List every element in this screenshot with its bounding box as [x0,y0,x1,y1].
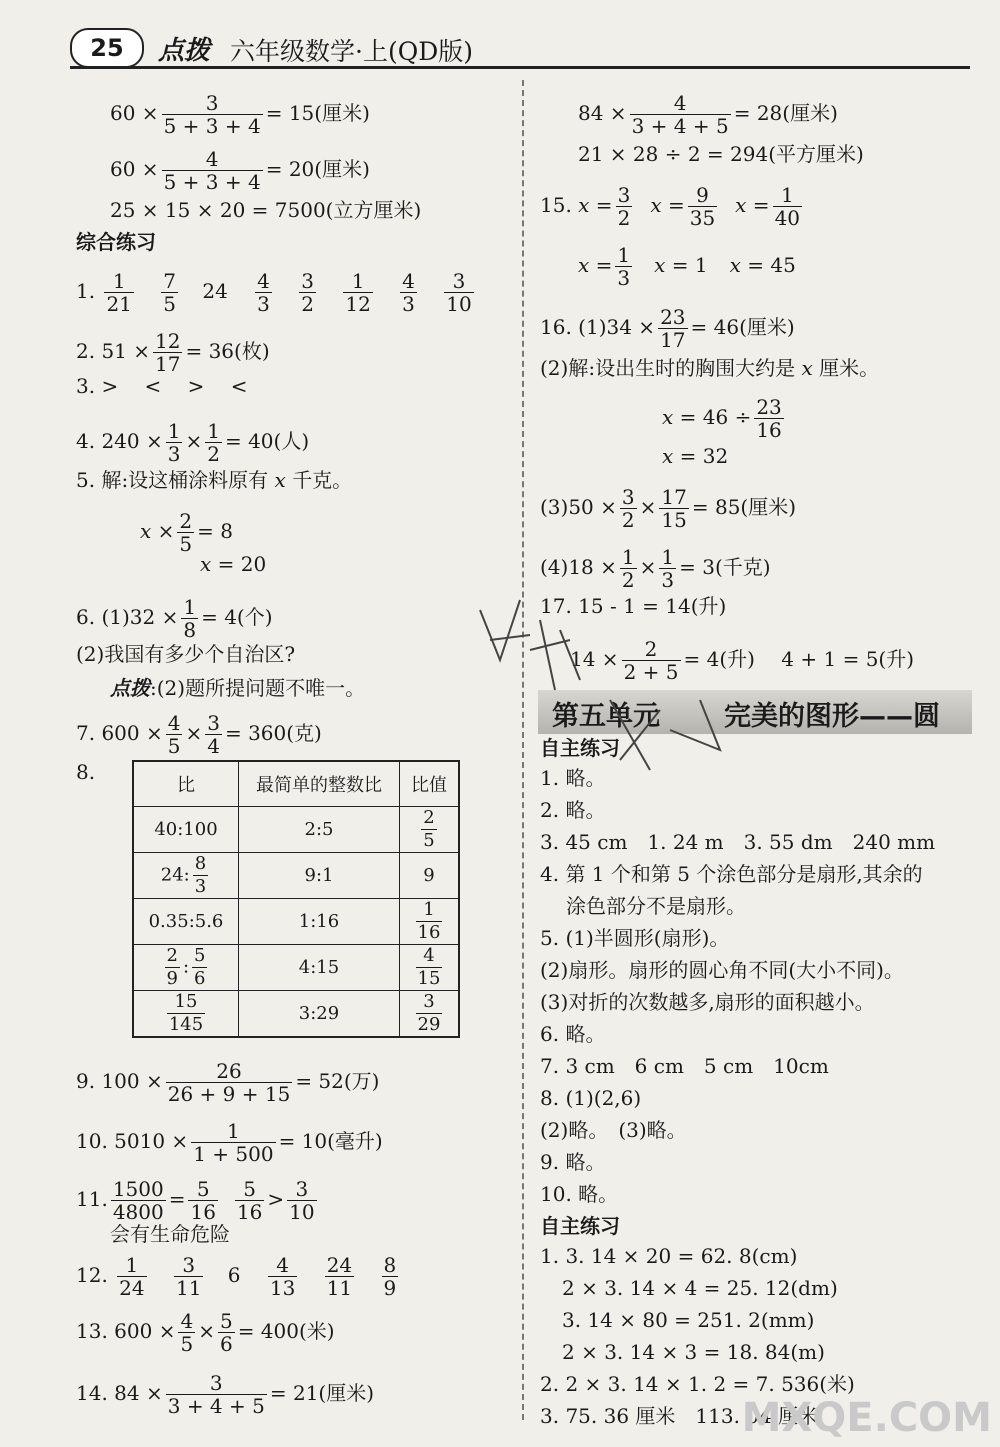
unit-number: 第五单元 [552,701,660,732]
table-cell: $\frac{3}{29}$ [400,991,460,1038]
answer-6-note: 点拨:(2)题所提问题不唯一。 [110,676,366,700]
section-heading: 自主练习 [540,1214,620,1238]
answer-a5: 5. (1)半圆形(扇形)。 [540,926,730,950]
answer-16: 16. (1)34 × $\frac{23}{17}$ = 46(厘米) [540,305,795,352]
answer-11-note: 会有生命危险 [110,1222,230,1246]
table-row [133,945,459,991]
answer-b3: 3. 75. 36 厘米 113. 04 厘米 [540,1404,819,1428]
table-cell: $\frac{2}{5}$ [400,807,460,853]
table-header-row [133,761,459,807]
answer-b1-line4: 2 × 3. 14 × 3 = 18. 84(m) [562,1340,825,1364]
table-cell: 1:16 [239,899,400,945]
page-header [70,28,970,68]
answer-b1: 1. 3. 14 × 20 = 62. 8(cm) [540,1244,798,1268]
answer-1: 1. $\frac{1}{21}$ $\frac{7}{5}$ 24 $\frac{4}{3}$ $\frac{3}{2}$ $\frac{1}{12}$ $\frac{4}{3}$ $\frac{3}{10}$ [76,269,472,316]
handwritten-scribble [460,580,760,800]
table-cell: 40:100 [133,807,239,853]
answer-a7: 7. 3 cm 6 cm 5 cm 10cm [540,1054,829,1078]
answer-b1-line3: 3. 14 × 80 = 251. 2(mm) [562,1308,815,1332]
answer-a4-cont: 涂色部分不是扇形。 [566,894,746,918]
answer-3: 3. > < > < [76,374,248,398]
table-row [133,807,459,853]
answer-6-part2: (2)我国有多少个自治区? [76,642,296,666]
answer-a8-part2: (2)略。 (3)略。 [540,1118,687,1142]
line-l2: 60 × $\frac{4}{5 + 3 + 4}$ = 20(厘米) [110,147,370,194]
answer-b1-line2: 2 × 3. 14 × 4 = 25. 12(dm) [562,1276,838,1300]
answer-6: 6. (1)32 × $\frac{1}{8}$ = 4(个) [76,595,273,642]
answer-2: 2. 51 × $\frac{12}{17}$ = 36(枚) [76,329,270,376]
table-cell: 3:29 [239,991,400,1038]
book-title: 六年级数学·上(QD版) [230,37,473,66]
answer-13: 13. 600 × $\frac{4}{5}$ × $\frac{5}{6}$ = 400(米) [76,1309,335,1356]
answer-a3: 3. 45 cm 1. 24 m 3. 55 dm 240 mm [540,830,936,854]
answer-16-part3: (3)50 × $\frac{3}{2}$ × $\frac{17}{15}$ = 85(厘米) [540,485,797,532]
answer-a5-part3: (3)对折的次数越多,扇形的面积越小。 [540,990,875,1014]
table-cell: 9:1 [239,853,400,899]
line-r2: 21 × 28 ÷ 2 = 294(平方厘米) [578,142,864,166]
answer-9: 9. 100 × $\frac{26}{26 + 9 + 15}$ = 52(万) [76,1059,380,1106]
table-cell: $\frac{15}{145}$ [133,991,239,1038]
answer-a1: 1. 略。 [540,766,606,790]
answer-11: 11. $\frac{1500}{4800}$ = $\frac{5}{16}$ $\frac{5}{16}$ > $\frac{3}{10}$ [76,1177,315,1224]
line-l1: 60 × $\frac{3}{5 + 3 + 4}$ = 15(厘米) [110,91,370,138]
table-row [133,899,459,945]
answer-5-result: x = 20 [200,552,267,576]
answer-a10: 10. 略。 [540,1182,619,1206]
answer-16-part2: (2)解:设出生时的胸围大约是 x 厘米。 [540,356,880,380]
page-number-badge: 25 [70,28,144,68]
answer-a8: 8. (1)(2,6) [540,1086,642,1110]
table-cell: 4:15 [239,945,400,991]
brand-logo: 点拨 [158,36,211,66]
section-heading: 自主练习 [540,736,620,760]
header-rule [70,66,970,69]
answer-16-part4: (4)18 × $\frac{1}{2}$ × $\frac{1}{3}$ = 3(千克) [540,545,771,592]
answer-a5-part2: (2)扇形。扇形的圆心角不同(大小不同)。 [540,958,904,982]
table-header: 最简单的整数比 [239,761,400,807]
answer-10: 10. 5010 × $\frac{1}{1 + 500}$ = 10(毫升) [76,1119,383,1166]
answer-16-result: x = 32 [662,444,729,468]
table-cell: 24: $\frac{8}{3}$ [133,853,239,899]
answer-17-step: 14 × $\frac{2}{2 + 5}$ = 4(升) 4 + 1 = 5(升) [570,637,915,684]
answer-16-step: x = 46 ÷ $\frac{23}{16}$ [662,395,782,442]
line-r1: 84 × $\frac{4}{3 + 4 + 5}$ = 28(厘米) [578,91,838,138]
answer-17: 17. 15 - 1 = 14(升) [540,594,727,618]
answer-5: 5. 解:设这桶涂料原有 x 千克。 [76,468,353,492]
answer-7: 7. 600 × $\frac{4}{5}$ × $\frac{3}{4}$ = 360(克) [76,711,322,758]
answer-a4: 4. 第 1 个和第 5 个涂色部分是扇形,其余的 [540,862,923,886]
section-heading: 综合练习 [76,230,156,254]
line-l3: 25 × 15 × 20 = 7500(立方厘米) [110,198,422,222]
answer-a9: 9. 略。 [540,1150,606,1174]
ratio-table [132,760,460,1038]
watermark: MXQE.COM [741,1395,992,1441]
answer-8-label: 8. [76,760,96,784]
table-cell: $\frac{2}{9}$ : $\frac{5}{6}$ [133,945,239,991]
table-header: 比值 [400,761,460,807]
answer-12: 12. $\frac{1}{24}$ $\frac{3}{11}$ 6 $\frac{4}{13}$ $\frac{24}{11}$ $\frac{8}{9}$ [76,1253,397,1300]
answer-14: 14. 84 × $\frac{3}{3 + 4 + 5}$ = 21(厘米) [76,1371,375,1418]
answer-15: 15. x = $\frac{3}{2}$ x = $\frac{9}{35}$ x = $\frac{1}{40}$ [540,183,801,230]
unit-name: 完美的图形——圆 [724,701,940,732]
table-header: 比 [133,761,239,807]
table-row [133,853,459,899]
answer-a2: 2. 略。 [540,798,606,822]
table-cell: 2:5 [239,807,400,853]
table-cell: 0.35:5.6 [133,899,239,945]
table-cell: 9 [400,853,460,899]
answer-15-row2: x = $\frac{1}{3}$ x = 1 x = 45 [578,243,796,290]
answer-4: 4. 240 × $\frac{1}{3}$ × $\frac{1}{2}$ = 40(人) [76,419,310,466]
table-cell: $\frac{1}{16}$ [400,899,460,945]
table-cell: $\frac{4}{15}$ [400,945,460,991]
answer-a6: 6. 略。 [540,1022,606,1046]
table-row [133,991,459,1038]
answer-b2: 2. 2 × 3. 14 × 1. 2 = 7. 536(米) [540,1372,855,1396]
answer-5-step: x × $\frac{2}{5}$ = 8 [140,509,233,556]
